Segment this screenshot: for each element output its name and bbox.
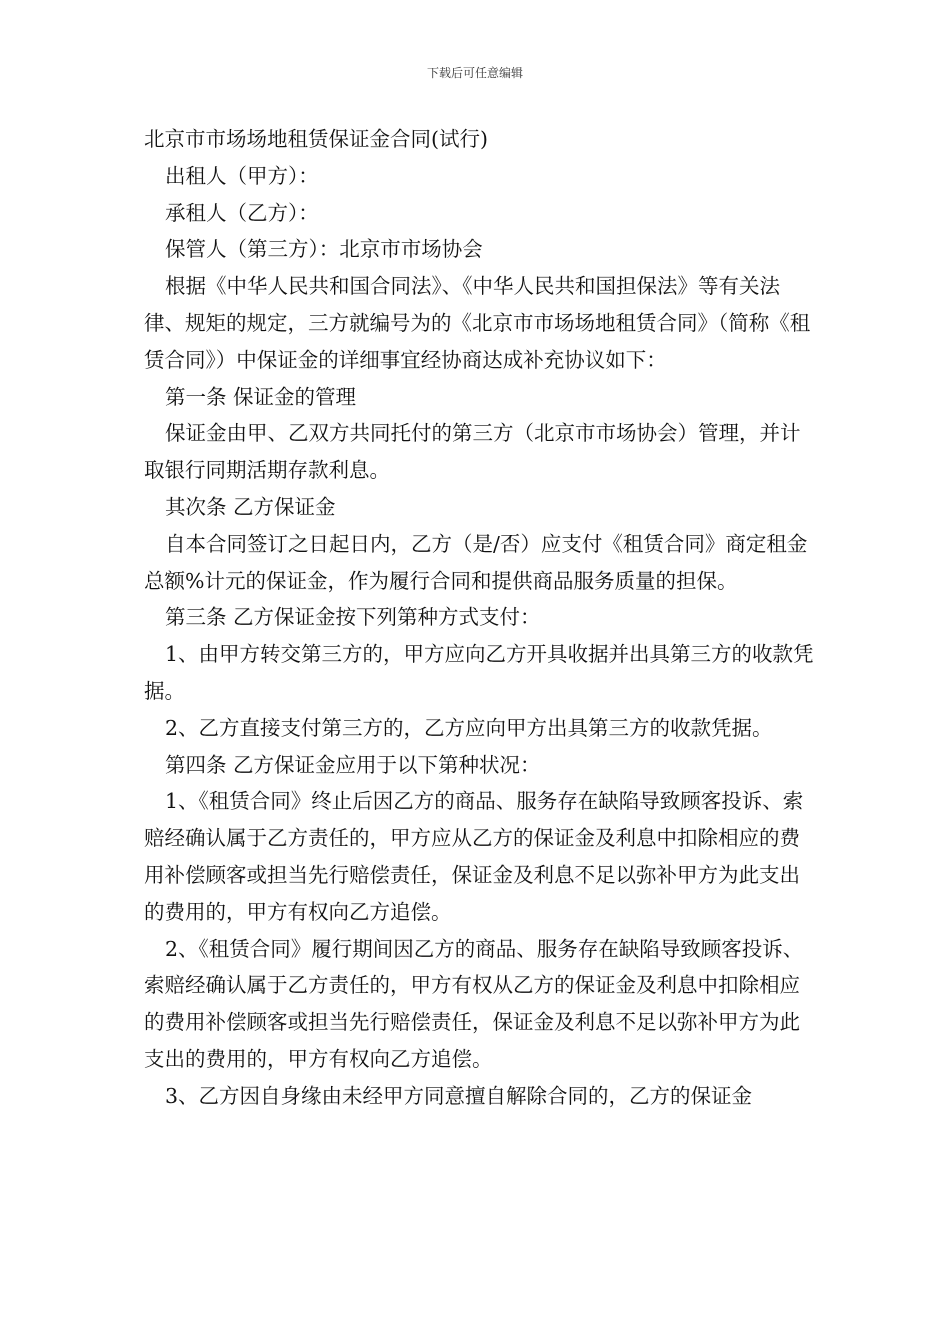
article-3-heading: 第三条 乙方保证金按下列第种方式支付： (165, 605, 541, 630)
paragraph-lessee: 承租人（乙方）： (165, 200, 319, 225)
article-4-item-3: 3、乙方因自身缘由未经甲方同意擅自解除合同的，乙方的保证金 (165, 1083, 753, 1108)
paragraph-preamble: 根据《中华人民共和国合同法》、《中华人民共和国担保法》等有关法律、规矩的规定，三方就编号为的《北京市市场场地租赁合同》（简称《租赁合同》）中保证金的详细事宜经协商达成补充协议如下： (144, 274, 811, 372)
article-1-heading: 第一条 保证金的管理 (165, 384, 357, 409)
article-4-item-1: 1、《租赁合同》终止后因乙方的商品、服务存在缺陷导致顾客投诉、索赔经确认属于乙方责任的，甲方应从乙方的保证金及利息中扣除相应的费用补偿顾客或担当先行赔偿责任，保证金及利息不足以弥补甲方为此支出的费用的，甲方有权向乙方追偿。 (144, 789, 804, 924)
article-4-item-2: 2、《租赁合同》履行期间因乙方的商品、服务存在缺陷导致顾客投诉、索赔经确认属于乙方责任的，甲方有权从乙方的保证金及利息中扣除相应的费用补偿顾客或担当先行赔偿责任，保证金及利息不足以弥补甲方为此支出的费用的，甲方有权向乙方追偿。 (144, 936, 804, 1071)
page-header-note: 下载后可任意编辑 (426, 66, 523, 80)
paragraph-lessor: 出租人（甲方）： (165, 163, 319, 188)
document-body (144, 121, 814, 1115)
article-4-heading: 第四条 乙方保证金应用于以下第种状况： (165, 752, 541, 777)
article-2-body: 自本合同签订之日起日内，乙方（是/否）应支付《租赁合同》商定租金总额%计元的保证金，作为履行合同和提供商品服务质量的担保。 (144, 531, 808, 593)
article-1-body: 保证金由甲、乙双方共同托付的第三方（北京市市场协会）管理，并计取银行同期活期存款利息。 (144, 421, 801, 483)
document-title: 北京市市场场地租赁保证金合同(试行) (144, 127, 488, 151)
article-2-heading: 其次条 乙方保证金 (165, 494, 336, 519)
article-3-item-2: 2、乙方直接支付第三方的，乙方应向甲方出具第三方的收款凭据。 (165, 715, 773, 740)
article-3-item-1: 1、由甲方转交第三方的，甲方应向乙方开具收据并出具第三方的收款凭据。 (144, 642, 814, 703)
paragraph-custodian: 保管人（第三方）：北京市市场协会 (165, 237, 483, 262)
